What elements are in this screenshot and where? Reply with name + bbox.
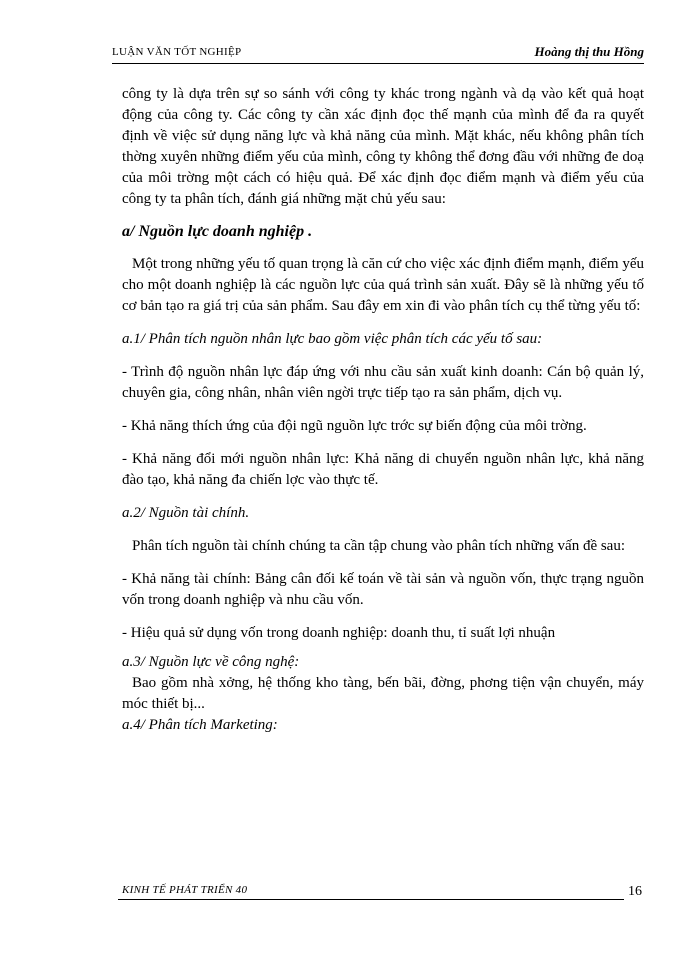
- subheading-a3: a.3/ Nguồn lực về công nghệ:: [122, 654, 300, 670]
- subheading-a1: a.1/ Phân tích nguồn nhân lực bao gồm việc phân tích các yếu tố sau:: [122, 331, 543, 347]
- paragraph-a3: Bao gồm nhà xởng, hệ thống kho tàng, bến bãi, đờng, phơng tiện vận chuyển, máy móc thiết bị...: [122, 675, 644, 712]
- page-number: 16: [628, 884, 642, 899]
- section-heading-a: a/ Nguồn lực doanh nghiệp .: [122, 223, 313, 240]
- bullet-a1-3: - Khả năng đổi mới nguồn nhân lực: Khả năng di chuyển nguồn nhân lực, khả năng đào tạo, khả năng đa chiến lợc vào thực tế.: [122, 451, 644, 488]
- page-header: [112, 44, 644, 62]
- header-author: Hoàng thị thu Hồng: [534, 44, 644, 59]
- footer-rule: [118, 899, 624, 900]
- bullet-a1-1: - Trình độ nguồn nhân lực đáp ứng với nhu cầu sản xuất kinh doanh: Cán bộ quản lý, chuyên gia, công nhân, nhân viên ngời trực tiếp tạo ra sản phẩm, dịch vụ.: [122, 364, 644, 401]
- bullet-a2-2: - Hiệu quả sử dụng vốn trong doanh nghiệp: doanh thu, tỉ suất lợi nhuận: [122, 625, 556, 641]
- paragraph-a2: Phân tích nguồn tài chính chúng ta cần tập chung vào phân tích những vấn đề sau:: [132, 538, 626, 554]
- subheading-a4: a.4/ Phân tích Marketing:: [122, 717, 278, 733]
- header-title: LUẬN VĂN TỐT NGHIỆP: [112, 46, 242, 58]
- bullet-a2-1: - Khả năng tài chính: Bảng cân đối kế toán về tài sản và nguồn vốn, thực trạng nguồn vốn trong doanh nghiệp và nhu cầu vốn.: [122, 571, 644, 608]
- bullet-a1-2: - Khả năng thích ứng của đội ngũ nguồn lực trớc sự biến động của môi trờng.: [122, 418, 587, 434]
- header-rule: [112, 63, 644, 64]
- footer-title: KINH TẾ PHÁT TRIỂN 40: [122, 884, 248, 896]
- intro-paragraph: công ty là dựa trên sự so sánh với công ty khác trong ngành và dạ vào kết quả hoạt động của công ty. Các công ty cần xác định đọc thế mạnh của mình để đa ra quyết định về việc sử dụng năng lực và khả năng của mình. Mặt khác, nếu không phân tích thờng xuyên những điểm yếu của mình, công ty không thể đơng đầu với những đe doạ của môi trờng một cách có hiệu quả. Để xác định đọc điểm mạnh và điểm yếu của công ty ta phân tích, đánh giá những mặt chủ yếu sau:: [122, 86, 644, 207]
- document-body: [122, 84, 644, 736]
- paragraph-a: Một trong những yếu tố quan trọng là căn cứ cho việc xác định điểm mạnh, điểm yếu cho một doanh nghiệp là các nguồn lực của quá trình sản xuất. Đây sẽ là những yếu tố cơ bản tạo ra giá trị của sản phẩm. Sau đây em xin đi vào phân tích cụ thể từng yếu tố:: [122, 256, 644, 314]
- subheading-a2: a.2/ Nguồn tài chính.: [122, 505, 250, 521]
